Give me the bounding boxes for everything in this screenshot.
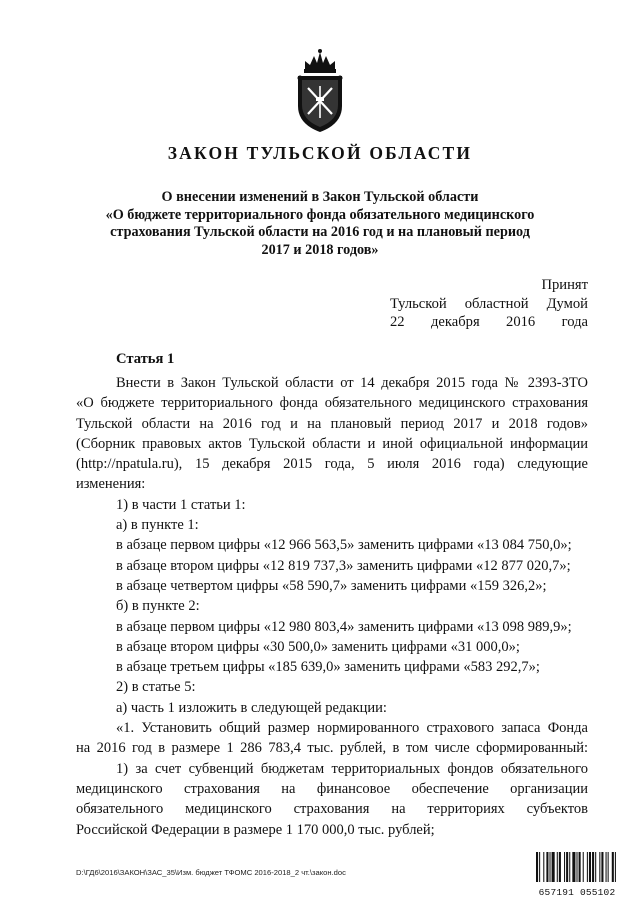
body-line: в абзаце втором цифры «12 819 737,3» заменить цифрами «12 877 020,7»; [116, 557, 571, 574]
barcode-bar [589, 852, 591, 882]
barcode-bar [552, 852, 555, 882]
accepted-date-line [390, 313, 588, 332]
barcode-bar [583, 852, 584, 882]
body-line: (http://npatula.ru), 15 декабря 2015 года, 5 июля 2016 года) следующие [76, 456, 588, 473]
body-line: 2) в статье 5: [116, 679, 196, 696]
barcode-bar [595, 852, 596, 882]
body-line: в абзаце третьем цифры «185 639,0» заменить цифрами «583 292,7»; [116, 659, 540, 676]
barcode-bars [536, 852, 618, 882]
accepted-word: Тульской [390, 295, 447, 312]
barcode-number: 657191 055102 [538, 887, 616, 898]
barcode-bar [572, 852, 575, 882]
law-subtitle [90, 189, 550, 259]
body-line: «О бюджете территориального фонда обязательного медицинского страхования [76, 395, 588, 412]
subtitle-line: О внесении изменений в Закон Тульской области [161, 189, 479, 205]
body-line: Тульской области на 2016 год и на плановый период 2017 и 2018 годов» [76, 415, 588, 432]
body-line: на 2016 год в размере 1 286 783,4 тыс. рублей, в том числе сформированный: [76, 740, 588, 757]
barcode-bar [549, 852, 550, 882]
subtitle-line: «О бюджете территориального фонда обязательного медицинского [105, 206, 535, 223]
body-line: обязательного медицинского страхования на территориях субъектов [76, 801, 588, 818]
body-line: 1) за счет субвенций бюджетам территориальных фондов обязательного [116, 760, 588, 777]
body-line: в абзаце первом цифры «12 980 803,4» заменить цифрами «13 098 989,9»; [116, 618, 572, 635]
body-line: в абзаце четвертом цифры «58 590,7» заменить цифрами «159 326,2»; [116, 577, 547, 594]
accepted-word: года [561, 314, 588, 330]
accepted-word: 22 [390, 314, 405, 330]
body-line: 1) в части 1 статьи 1: [116, 496, 246, 513]
body-line: в абзаце втором цифры «30 500,0» заменить цифрами «31 000,0»; [116, 638, 520, 655]
article-body [76, 373, 588, 840]
body-line: в абзаце первом цифры «12 966 563,5» заменить цифрами «13 084 750,0»; [116, 537, 572, 554]
barcode-bar [608, 852, 609, 882]
accepted-label: Принят [541, 277, 588, 293]
barcode-bar [569, 852, 570, 882]
barcode-bar [557, 852, 558, 882]
accepted-block [390, 276, 588, 332]
body-line: изменения: [76, 476, 146, 493]
barcode-bar [576, 852, 577, 882]
barcode-bar [601, 852, 603, 882]
accepted-word: 2016 [506, 314, 536, 330]
subtitle-line: страхования Тульской области на 2016 год и на плановый период [110, 224, 530, 241]
barcode-bar [543, 852, 544, 882]
body-line: а) в пункте 1: [116, 517, 199, 534]
body-line: Внести в Закон Тульской области от 14 декабря 2015 года № 2393-ЗТО [116, 375, 588, 391]
barcode-bar [566, 852, 568, 882]
law-title: ЗАКОН ТУЛЬСКОЙ ОБЛАСТИ [167, 143, 473, 163]
barcode-bar [559, 852, 561, 882]
barcode-bar [612, 852, 614, 882]
subtitle-line: 2017 и 2018 годов» [261, 241, 379, 258]
barcode-bar [587, 852, 588, 882]
body-line: Российской Федерации в размере 1 170 000,0 тыс. рублей; [76, 821, 435, 838]
accepted-by-line [390, 295, 588, 314]
article-heading: Статья 1 [116, 351, 175, 367]
barcode-bar [564, 852, 565, 882]
barcode-bar [615, 852, 616, 882]
barcode-bar [579, 852, 581, 882]
barcode-bar [599, 852, 600, 882]
body-line: а) часть 1 изложить в следующей редакции: [116, 699, 387, 716]
body-line: б) в пункте 2: [116, 598, 200, 615]
body-line: (Сборник правовых актов Тульской области и иной официальной информации [76, 435, 588, 452]
tula-coat-of-arms-icon [290, 48, 350, 134]
accepted-word: декабря [430, 314, 480, 330]
barcode-bar [536, 852, 538, 882]
accepted-word: Думой [546, 295, 588, 312]
barcode-bar [539, 852, 540, 882]
body-line: медицинского страхования на финансовое обеспечение организации [76, 780, 588, 797]
barcode [536, 852, 618, 898]
accepted-word: областной [464, 295, 529, 312]
file-path-footer: D:\ГД6\2016\ЗАКОН\ЗАС_35\Изм. бюджет ТФОМС 2016-2018_2 чт.\закон.doc [76, 868, 346, 877]
body-line: «1. Установить общий размер нормированного страхового запаса Фонда [116, 720, 588, 737]
barcode-bar [546, 852, 548, 882]
barcode-bar [606, 852, 607, 882]
barcode-bar [592, 852, 594, 882]
